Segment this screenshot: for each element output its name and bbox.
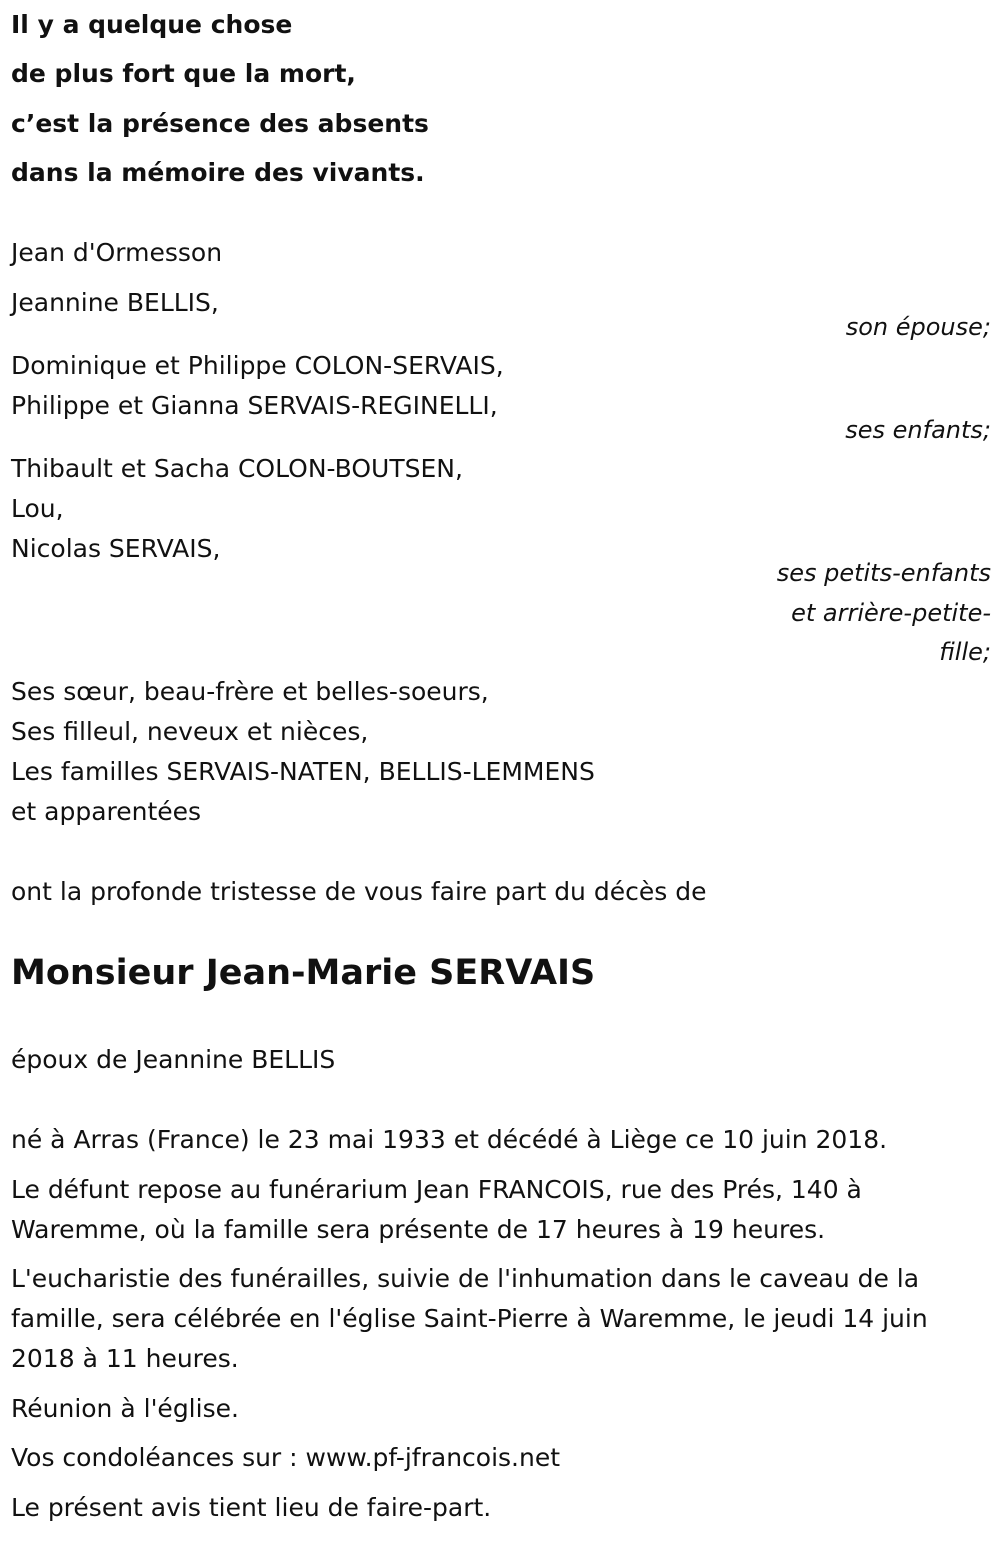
grandchildren-role-line-2: et arrière-petite- [791,599,991,627]
grandchild-1: Thibault et Sacha COLON-BOUTSEN, [11,454,463,483]
quote-author: Jean d'Ormesson [11,238,223,267]
deceased-spouse-of: époux de Jeannine BELLIS [11,1045,336,1074]
child-2: Philippe et Gianna SERVAIS-REGINELLI, [11,391,498,420]
notice-disclaimer: Le présent avis tient lieu de faire-part. [11,1493,492,1522]
relatives-line-4: et apparentées [11,797,202,826]
meeting-info: Réunion à l'église. [11,1394,239,1423]
relatives-line-2: Ses filleul, neveux et nièces, [11,717,369,746]
quote-line-3: c’est la présence des absents [11,109,429,138]
birth-death-info: né à Arras (France) le 23 mai 1933 et décédé à Liège ce 10 juin 2018. [11,1125,888,1154]
condolences-info: Vos condoléances sur : www.pf-jfrancois.net [11,1443,561,1472]
children-role: ses enfants; [845,416,991,444]
grandchild-3: Nicolas SERVAIS, [11,534,221,563]
quote-line-2: de plus fort que la mort, [11,59,356,88]
spouse-name: Jeannine BELLIS, [11,288,219,317]
quote-line-1: Il y a quelque chose [11,10,293,39]
relatives-line-3: Les familles SERVAIS-NATEN, BELLIS-LEMMENS [11,757,595,786]
quote-line-4: dans la mémoire des vivants. [11,158,425,187]
deceased-name: Monsieur Jean-Marie SERVAIS [11,953,596,993]
funeral-ceremony-info: L'eucharistie des funérailles, suivie de l'inhumation dans le caveau de la famille, sera célébrée en l'église Saint-Pierre à Waremme, le jeudi 14 juin 2018 à 11 heures. [11,1264,928,1373]
spouse-role: son épouse; [845,313,991,341]
relatives-line-1: Ses sœur, beau-frère et belles-soeurs, [11,677,489,706]
grandchildren-role-line-1: ses petits-enfants [776,559,991,587]
funerarium-info: Le défunt repose au funérarium Jean FRANCOIS, rue des Prés, 140 à Waremme, où la famille sera présente de 17 heures à 19 heures. [11,1175,862,1244]
grandchild-2: Lou, [11,494,64,523]
child-1: Dominique et Philippe COLON-SERVAIS, [11,351,504,380]
announcement-text: ont la profonde tristesse de vous faire part du décès de [11,877,707,906]
grandchildren-role-line-3: fille; [939,638,991,666]
